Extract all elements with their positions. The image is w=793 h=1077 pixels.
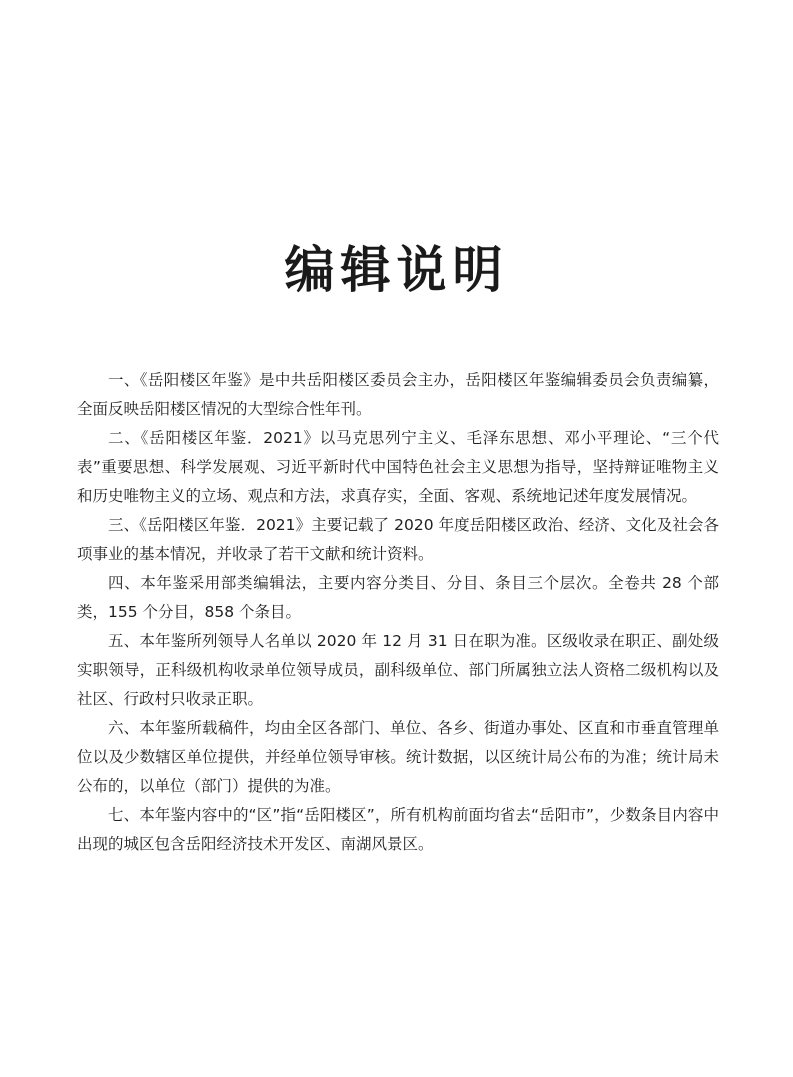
- editorial-note-2: 二、《岳阳楼区年鉴．2021》以马克思列宁主义、毛泽东思想、邓小平理论、“三个代表”重要思想、科学发展观、习近平新时代中国特色社会主义思想为指导，坚持辩证唯物主义和历史唯物主义的立场、观点和方法，求真存实，全面、客观、系统地记述年度发展情况。: [77, 429, 719, 505]
- editorial-note-3: 三、《岳阳楼区年鉴．2021》主要记载了 2020 年度岳阳楼区政治、经济、文化及社会各项事业的基本情况，并收录了若干文献和统计资料。: [77, 516, 719, 563]
- editorial-note-6: 六、本年鉴所载稿件，均由全区各部门、单位、各乡、街道办事处、区直和市垂直管理单位以及少数辖区单位提供，并经单位领导审核。统计数据，以区统计局公布的为准；统计局未公布的，以单位（部门）提供的为准。: [77, 719, 719, 795]
- editorial-note-7: 七、本年鉴内容中的“区”指“岳阳楼区”，所有机构前面均省去“岳阳市”，少数条目内容中出现的城区包含岳阳经济技术开发区、南湖风景区。: [77, 806, 719, 853]
- page-title: 编辑说明: [284, 240, 509, 299]
- editorial-note-1: 一、《岳阳楼区年鉴》是中共岳阳楼区委员会主办，岳阳楼区年鉴编辑委员会负责编纂，全面反映岳阳楼区情况的大型综合性年刊。: [77, 371, 719, 418]
- editorial-note-5: 五、本年鉴所列领导人名单以 2020 年 12 月 31 日在职为准。区级收录在职正、副处级实职领导，正科级机构收录单位领导成员，副科级单位、部门所属独立法人资格二级机构以及社区、行政村只收录正职。: [77, 632, 719, 708]
- editorial-notes-body: [77, 366, 719, 859]
- editorial-note-4: 四、本年鉴采用部类编辑法，主要内容分类目、分目、条目三个层次。全卷共 28 个部类，155 个分目，858 个条目。: [77, 574, 719, 621]
